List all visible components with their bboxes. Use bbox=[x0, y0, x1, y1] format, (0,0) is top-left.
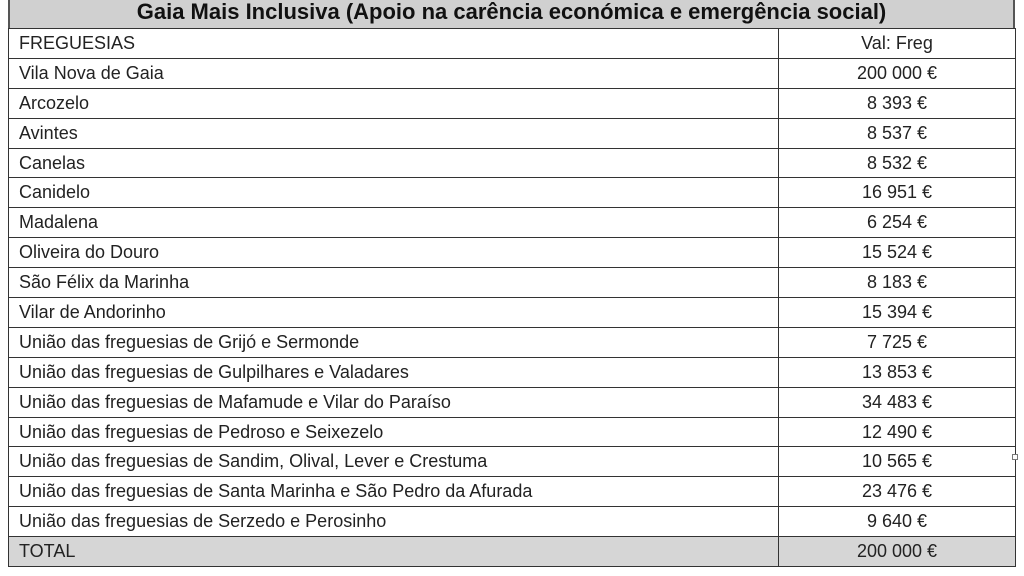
freguesias-table bbox=[8, 28, 1016, 567]
header-value: Val: Freg bbox=[779, 29, 1016, 59]
resize-handle[interactable] bbox=[1012, 454, 1018, 460]
freguesia-value: 9 640 € bbox=[779, 507, 1016, 537]
freguesia-name: Arcozelo bbox=[9, 88, 779, 118]
table-row bbox=[9, 298, 1016, 328]
freguesia-name: Canelas bbox=[9, 148, 779, 178]
freguesia-name: Vila Nova de Gaia bbox=[9, 58, 779, 88]
document-sheet bbox=[8, 0, 1015, 567]
freguesia-name: Vilar de Andorinho bbox=[9, 298, 779, 328]
freguesia-name: União das freguesias de Serzedo e Perosinho bbox=[9, 507, 779, 537]
freguesia-value: 8 393 € bbox=[779, 88, 1016, 118]
freguesia-name: União das freguesias de Pedroso e Seixezelo bbox=[9, 417, 779, 447]
freguesia-name: Oliveira do Douro bbox=[9, 238, 779, 268]
table-row bbox=[9, 88, 1016, 118]
freguesia-value: 8 537 € bbox=[779, 118, 1016, 148]
freguesia-name: União das freguesias de Santa Marinha e São Pedro da Afurada bbox=[9, 477, 779, 507]
header-row bbox=[9, 29, 1016, 59]
freguesia-value: 15 394 € bbox=[779, 298, 1016, 328]
freguesia-value: 200 000 € bbox=[779, 58, 1016, 88]
table-row bbox=[9, 268, 1016, 298]
table-row bbox=[9, 148, 1016, 178]
freguesia-name: Canidelo bbox=[9, 178, 779, 208]
freguesia-value: 10 565 € bbox=[779, 447, 1016, 477]
freguesia-value: 34 483 € bbox=[779, 387, 1016, 417]
freguesia-value: 12 490 € bbox=[779, 417, 1016, 447]
total-value: 200 000 € bbox=[779, 537, 1016, 567]
table-row bbox=[9, 58, 1016, 88]
table-row bbox=[9, 507, 1016, 537]
table-row bbox=[9, 357, 1016, 387]
freguesia-value: 8 183 € bbox=[779, 268, 1016, 298]
freguesia-name: União das freguesias de Mafamude e Vilar do Paraíso bbox=[9, 387, 779, 417]
table-row bbox=[9, 477, 1016, 507]
freguesia-name: União das freguesias de Sandim, Olival, Lever e Crestuma bbox=[9, 447, 779, 477]
total-row bbox=[9, 537, 1016, 567]
freguesia-name: São Félix da Marinha bbox=[9, 268, 779, 298]
table-row bbox=[9, 447, 1016, 477]
table-row bbox=[9, 327, 1016, 357]
table-row bbox=[9, 417, 1016, 447]
freguesia-value: 15 524 € bbox=[779, 238, 1016, 268]
table-row bbox=[9, 118, 1016, 148]
freguesia-value: 16 951 € bbox=[779, 178, 1016, 208]
table-row bbox=[9, 387, 1016, 417]
table-row bbox=[9, 208, 1016, 238]
freguesia-value: 13 853 € bbox=[779, 357, 1016, 387]
table-row bbox=[9, 238, 1016, 268]
freguesia-name: Madalena bbox=[9, 208, 779, 238]
freguesia-name: União das freguesias de Grijó e Sermonde bbox=[9, 327, 779, 357]
total-label: TOTAL bbox=[9, 537, 779, 567]
freguesia-value: 23 476 € bbox=[779, 477, 1016, 507]
table-title: Gaia Mais Inclusiva (Apoio na carência económica e emergência social) bbox=[8, 0, 1015, 28]
freguesia-value: 7 725 € bbox=[779, 327, 1016, 357]
table-row bbox=[9, 178, 1016, 208]
freguesia-value: 8 532 € bbox=[779, 148, 1016, 178]
header-freguesias: FREGUESIAS bbox=[9, 29, 779, 59]
freguesia-name: União das freguesias de Gulpilhares e Valadares bbox=[9, 357, 779, 387]
freguesia-value: 6 254 € bbox=[779, 208, 1016, 238]
freguesia-name: Avintes bbox=[9, 118, 779, 148]
